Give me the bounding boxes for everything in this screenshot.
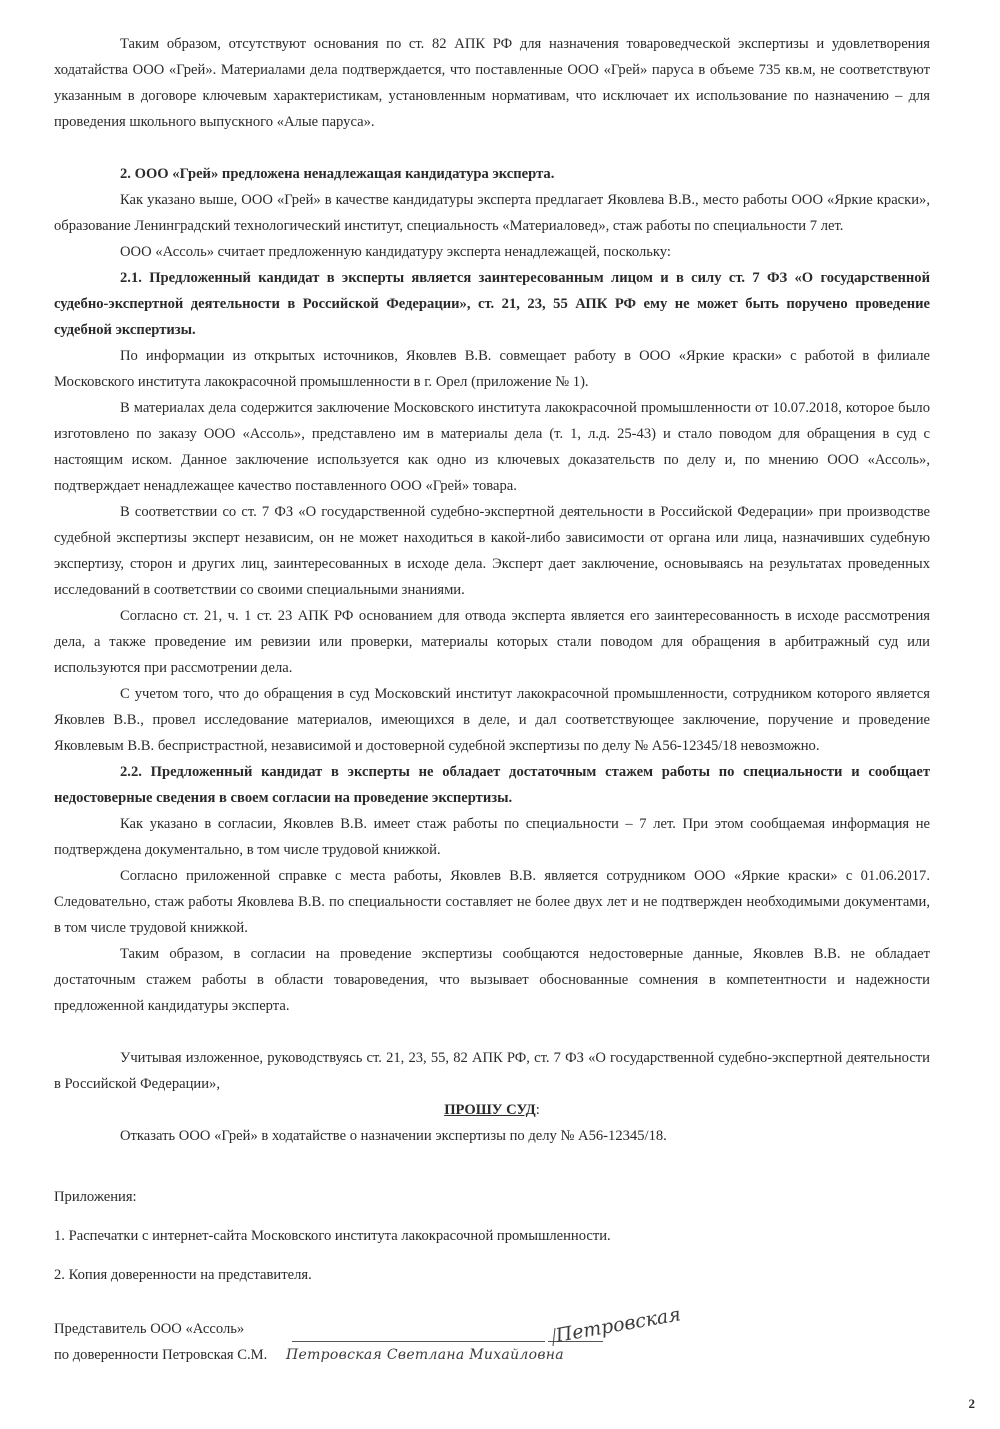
- section-heading-2: 2. ООО «Грей» предложена ненадлежащая кандидатура эксперта.: [120, 166, 555, 182]
- signature-underline: [292, 1341, 545, 1342]
- section-heading-2-2: 2.2. Предложенный кандидат в эксперты не обладает достаточным стажем работы по специальности и сообщает недостоверные сведения в своем согласии на проведение экспертизы.: [54, 764, 930, 806]
- paragraph: ООО «Ассоль» считает предложенную кандидатуру эксперта ненадлежащей, поскольку:: [120, 244, 671, 260]
- paragraph: В соответствии со ст. 7 ФЗ «О государственной судебно-экспертной деятельности в Российской Федерации» при производстве судебной экспертизы эксперт независим, он не может находиться в какой-либо зависимости от органа или лица, назначивших судебную экспертизу, сторон и других лиц, заинтересованных в исходе дела. Эксперт дает заключение, основываясь на результатах проведенных исследований в соответствии со своими специальными знаниями.: [54, 504, 930, 598]
- page-number: 2: [968, 1396, 975, 1411]
- paragraph: Согласно ст. 21, ч. 1 ст. 23 АПК РФ основанием для отвода эксперта является его заинтересованность в исходе рассмотрения дела, а также проведение им ревизии или проверки, материалы которых стали поводом для обращения в арбитражный суд или используются при рассмотрении дела.: [54, 608, 930, 676]
- request-heading-text: ПРОШУ СУД: [444, 1102, 536, 1118]
- request-colon: :: [535, 1102, 540, 1118]
- paragraph: С учетом того, что до обращения в суд Московский институт лакокрасочной промышленности, сотрудником которого является Яковлев В.В., провел исследование материалов, имеющихся в деле, и дал соответствующее заключение, поручение и проведение Яковлевым В.В. беспристрастной, независимой и достоверной судебной экспертизы по делу № А56-12345/18 невозможно.: [54, 686, 930, 754]
- paragraph: Согласно приложенной справке с места работы, Яковлев В.В. является сотрудником ООО «Яркие краски» с 01.06.2017. Следовательно, стаж работы Яковлева В.В. по специальности составляет не более двух лет и не подтвержден необходимыми документами, в том числе трудовой книжкой.: [54, 868, 930, 936]
- paragraph: Как указано в согласии, Яковлев В.В. имеет стаж работы по специальности – 7 лет. При этом сообщаемая информация не подтверждена документально, в том числе трудовой книжкой.: [54, 816, 930, 858]
- paragraph: По информации из открытых источников, Яковлев В.В. совмещает работу в ООО «Яркие краски» с работой в филиале Московского института лакокрасочной промышленности в г. Орел (приложение № 1).: [54, 348, 930, 390]
- signature-line-2: [54, 1342, 564, 1368]
- signature-text: Петровская: [554, 1303, 683, 1347]
- attachments-title: Приложения:: [54, 1189, 137, 1205]
- signature-block: [54, 1316, 564, 1368]
- signature-line-1: Представитель ООО «Ассоль»: [54, 1321, 245, 1337]
- handwritten-signature: [549, 1298, 709, 1348]
- request-heading: [54, 1097, 930, 1123]
- handwritten-name: Петровская Светлана Михайловна: [286, 1347, 564, 1363]
- paragraph: Таким образом, отсутствуют основания по ст. 82 АПК РФ для назначения товароведческой экспертизы и удовлетворения ходатайства ООО «Грей». Материалами дела подтверждается, что поставленные ООО «Грей» паруса в объеме 735 кв.м, не соответствуют указанным в договоре ключевым характеристикам, установленным нормативам, что исключает их использование по назначению – для проведения школьного выпускного «Алые паруса».: [54, 36, 930, 130]
- document-body: [54, 31, 930, 1288]
- signature-representative: по доверенности Петровская С.М.: [54, 1347, 268, 1363]
- paragraph: В материалах дела содержится заключение Московского института лакокрасочной промышленности от 10.07.2018, которое было изготовлено по заказу ООО «Ассоль», представлено им в материалы дела (т. 1, л.д. 25-43) и стало поводом для обращения в суд с настоящим иском. Данное заключение используется как одно из ключевых доказательств по делу и, по мнению ООО «Ассоль», подтверждает ненадлежащее качество поставленного ООО «Грей» товара.: [54, 400, 930, 494]
- attachment-item: 2. Копия доверенности на представителя.: [54, 1267, 312, 1283]
- paragraph: Как указано выше, ООО «Грей» в качестве кандидатуры эксперта предлагает Яковлева В.В., место работы ООО «Яркие краски», образование Ленинградский технологический институт, специальность «Материаловед», стаж работы по специальности 7 лет.: [54, 192, 930, 234]
- paragraph: Таким образом, в согласии на проведение экспертизы сообщаются недостоверные данные, Яковлев В.В. не обладает достаточным стажем работы в области товароведения, что вызывает обоснованные сомнения в компетентности и надежности предложенной кандидатуры эксперта.: [54, 946, 930, 1014]
- request-text: Отказать ООО «Грей» в ходатайстве о назначении экспертизы по делу № А56-12345/18.: [120, 1128, 667, 1144]
- attachment-item: 1. Распечатки с интернет-сайта Московского института лакокрасочной промышленности.: [54, 1228, 611, 1244]
- section-heading-2-1: 2.1. Предложенный кандидат в эксперты является заинтересованным лицом и в силу ст. 7 ФЗ «О государственной судебно-экспертной деятельности в Российской Федерации», ст. 21, 23, 55 АПК РФ ему не может быть поручено проведение судебной экспертизы.: [54, 270, 930, 338]
- paragraph-conclusion: Учитывая изложенное, руководствуясь ст. 21, 23, 55, 82 АПК РФ, ст. 7 ФЗ «О государственной судебно-экспертной деятельности в Российской Федерации»,: [54, 1050, 930, 1092]
